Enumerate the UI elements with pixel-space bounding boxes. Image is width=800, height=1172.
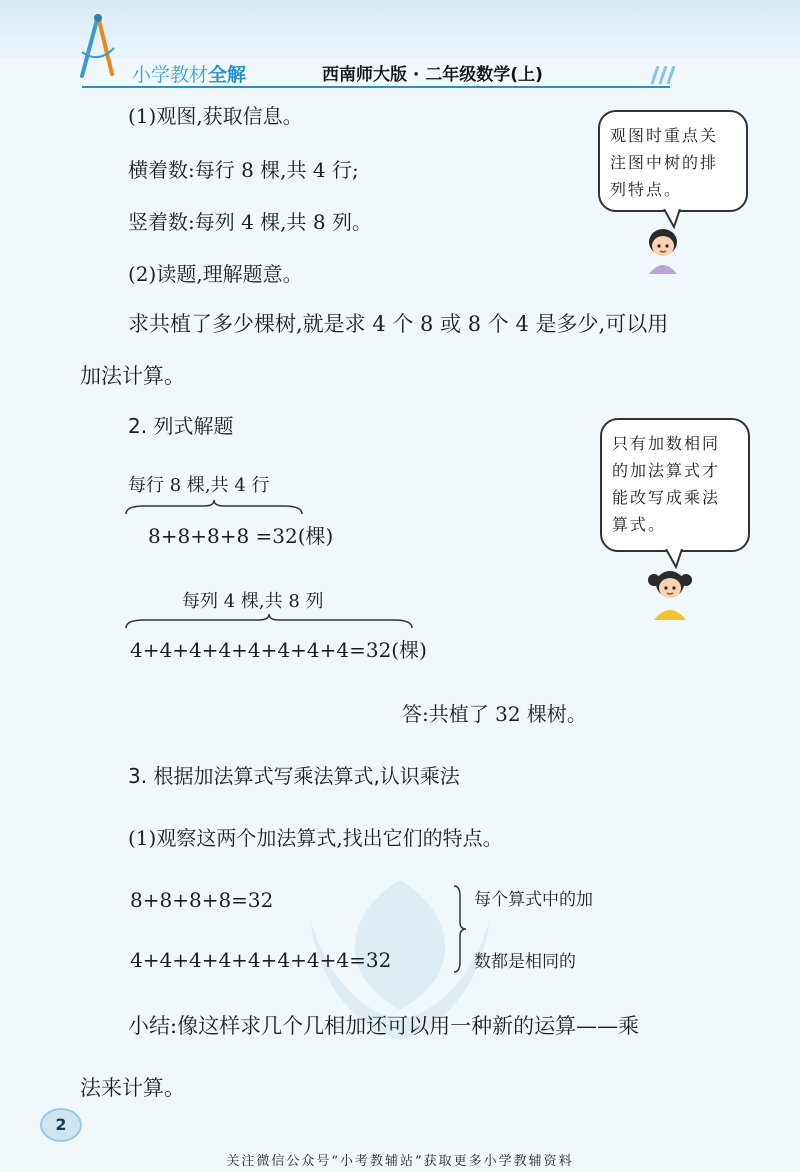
step3-title: (1)观察这两个加法算式,找出它们的特点。 <box>128 826 503 850</box>
page-header <box>0 0 800 98</box>
section3-title: 3. 根据加法算式写乘法算式,认识乘法 <box>128 764 460 788</box>
boy-tip-line: 观图时重点关 <box>610 126 719 145</box>
brace-top-1 <box>124 500 304 516</box>
compass-icon <box>72 12 124 84</box>
paragraph1-line1: 求共植了多少棵树,就是求 4 个 8 或 8 个 4 是多少,可以用 <box>128 312 669 336</box>
page-number: 2 <box>40 1108 82 1142</box>
step1-title: (1)观图,获取信息。 <box>128 104 303 128</box>
brace-right <box>452 884 468 974</box>
equation-4s: 4+4+4+4+4+4+4+4=32 <box>130 948 392 972</box>
boy-tip-line: 注图中树的排 <box>610 153 719 172</box>
boy-tip-line: 列特点。 <box>610 180 683 199</box>
girl-tip-line: 只有加数相同 <box>612 434 721 453</box>
brand-title-part1: 小学教材 <box>132 64 209 86</box>
section2-title: 2. 列式解题 <box>128 414 234 438</box>
equation-8s: 8+8+8+8=32 <box>130 888 274 912</box>
brace1-label: 每行 8 棵,共 4 行 <box>128 475 270 496</box>
header-rule <box>82 86 670 88</box>
answer-text: 答:共植了 32 棵树。 <box>402 702 587 726</box>
equation-column-addition: 4+4+4+4+4+4+4+4=32(棵) <box>130 638 427 662</box>
girl-tip-line: 能改写成乘法 <box>612 488 721 507</box>
girl-tip-bubble <box>600 418 750 552</box>
girl-tip-line: 算式。 <box>612 515 667 534</box>
summary-line1: 小结:像这样求几个几相加还可以用一种新的运算——乘 <box>128 1014 640 1038</box>
brand-title <box>132 60 246 87</box>
note-line2: 数都是相同的 <box>474 952 576 972</box>
brace-top-2 <box>124 614 414 630</box>
brace2-label: 每列 4 棵,共 8 列 <box>182 591 324 612</box>
horizontal-count-text: 横着数:每行 8 棵,共 4 行; <box>128 158 359 182</box>
stripes-decoration-icon <box>650 66 678 84</box>
footer-note: 关注微信公众号“小考教辅站”获取更多小学教辅资料 <box>226 1154 574 1169</box>
step2-title: (2)读题,理解题意。 <box>128 262 303 286</box>
brand-title-part2: 全解 <box>208 64 247 86</box>
edition-title: 西南师大版 · 二年级数学(上) <box>322 65 543 85</box>
note-line1: 每个算式中的加 <box>474 890 593 910</box>
girl-avatar-icon <box>646 566 694 620</box>
paragraph1-line2: 加法计算。 <box>80 364 185 388</box>
summary-line2: 法来计算。 <box>80 1076 185 1100</box>
equation-row-addition: 8+8+8+8 =32(棵) <box>148 524 334 548</box>
girl-tip-line: 的加法算式才 <box>612 461 721 480</box>
vertical-count-text: 竖着数:每列 4 棵,共 8 列。 <box>128 210 372 234</box>
boy-avatar-icon <box>643 226 683 274</box>
boy-tip-bubble <box>598 110 748 212</box>
